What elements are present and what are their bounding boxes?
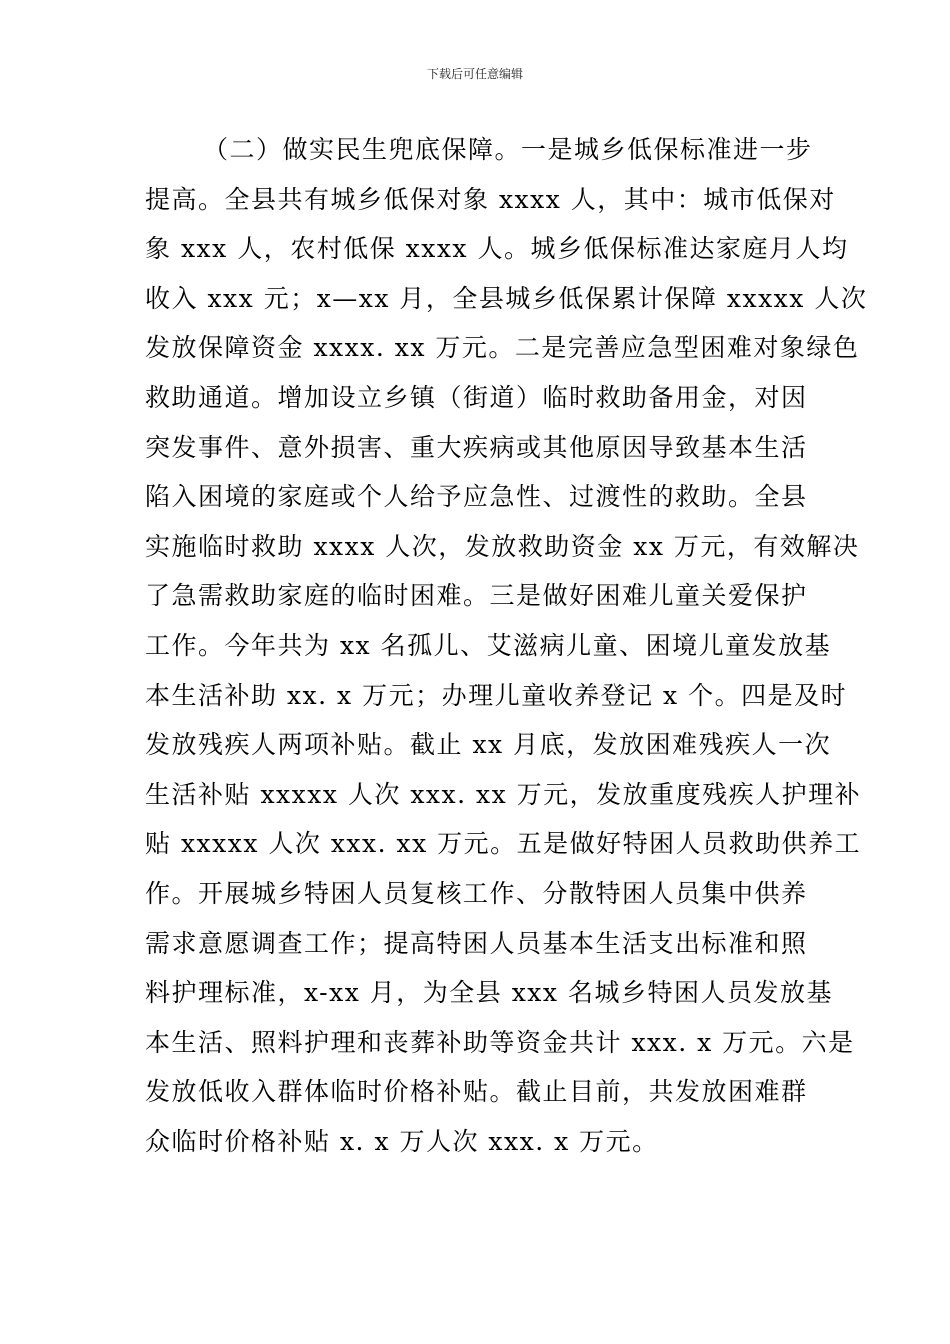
paragraph-line: 了急需救助家庭的临时困难。三是做好困难儿童关爱保护 — [145, 581, 808, 611]
paragraph-line: 工作。今年共为 xx 名孤儿、艾滋病儿童、困境儿童发放基 — [145, 630, 832, 660]
paragraph-line: 陷入困境的家庭或个人给予应急性、过渡性的救助。全县 — [145, 482, 808, 512]
paragraph-line: 贴 xxxxx 人次 xxx. xx 万元。五是做好特困人员救助供养工 — [145, 829, 862, 859]
paragraph-line: 象 xxx 人，农村低保 xxxx 人。城乡低保标准达家庭月人均 — [145, 234, 849, 264]
paragraph-line: 发放残疾人两项补贴。截止 xx 月底，发放困难残疾人一次 — [145, 730, 832, 760]
paragraph-line: 生活补贴 xxxxx 人次 xxx. xx 万元，发放重度残疾人护理补 — [145, 779, 862, 809]
paragraph-line: 本生活补助 xx. x 万元；办理儿童收养登记 x 个。四是及时 — [145, 680, 848, 710]
paragraph-line: 料护理标准，x-xx 月，为全县 xxx 名城乡特困人员发放基 — [145, 978, 833, 1008]
body-paragraph — [145, 125, 868, 1166]
paragraph-line: 作。开展城乡特困人员复核工作、分散特困人员集中供养 — [145, 878, 808, 908]
paragraph-line: 收入 xxx 元；x—xx 月，全县城乡低保累计保障 xxxxx 人次 — [145, 283, 868, 313]
paragraph-line: 实施临时救助 xxxx 人次，发放救助资金 xx 万元，有效解决 — [145, 531, 860, 561]
paragraph-line: 发放低收入群体临时价格补贴。截止目前，共发放困难群 — [145, 1077, 808, 1107]
paragraph-line: 本生活、照料护理和丧葬补助等资金共计 xxx. x 万元。六是 — [145, 1027, 855, 1057]
header-note: 下载后可任意编辑 — [426, 67, 523, 81]
paragraph-line: 救助通道。增加设立乡镇（街道）临时救助备用金，对因 — [145, 382, 808, 412]
paragraph-line: 发放保障资金 xxxx. xx 万元。二是完善应急型困难对象绿色 — [145, 333, 860, 363]
paragraph-line: 众临时价格补贴 x. x 万人次 xxx. x 万元。 — [145, 1126, 659, 1156]
paragraph-line: （二）做实民生兜底保障。一是城乡低保标准进一步 — [203, 135, 813, 164]
paragraph-line: 需求意愿调查工作；提高特困人员基本生活支出标准和照 — [145, 928, 808, 958]
paragraph-line: 突发事件、意外损害、重大疾病或其他原因导致基本生活 — [145, 432, 808, 462]
paragraph-line: 提高。全县共有城乡低保对象 xxxx 人，其中：城市低保对 — [145, 184, 836, 214]
